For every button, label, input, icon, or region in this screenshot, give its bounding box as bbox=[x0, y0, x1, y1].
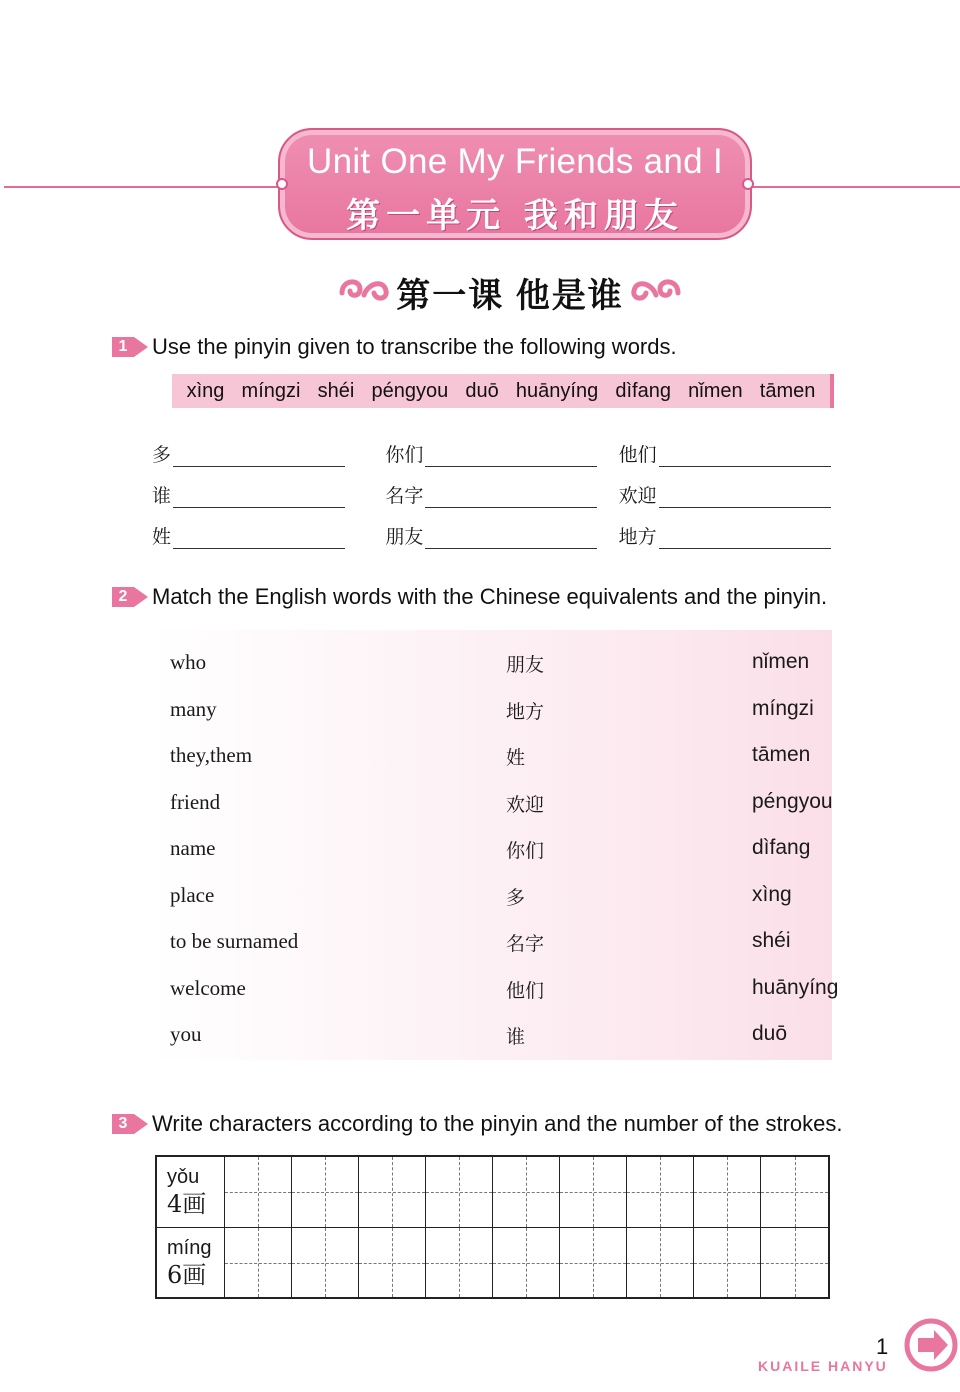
pointer-arrow-icon bbox=[134, 337, 148, 357]
matching-row bbox=[170, 784, 850, 831]
transcription-grid bbox=[152, 426, 852, 549]
unit-banner bbox=[278, 128, 752, 240]
chinese-word[interactable]: 谁 bbox=[506, 1026, 526, 1048]
stroke-count: 4画 bbox=[167, 1190, 207, 1218]
writing-box[interactable] bbox=[426, 1228, 493, 1297]
exercise-3-instruction: Write characters according to the pinyin and the number of the strokes. bbox=[152, 1111, 843, 1136]
answer-blank[interactable] bbox=[425, 525, 597, 549]
writing-row-label bbox=[157, 1228, 225, 1297]
writing-box[interactable] bbox=[560, 1157, 627, 1227]
answer-blank[interactable] bbox=[173, 484, 345, 508]
chinese-word[interactable]: 地方 bbox=[506, 700, 545, 723]
answer-blank[interactable] bbox=[173, 525, 345, 549]
pinyin-bank-item: péngyou bbox=[371, 379, 449, 402]
lesson-title bbox=[300, 268, 720, 316]
writing-box[interactable] bbox=[761, 1228, 828, 1297]
writing-box[interactable] bbox=[359, 1228, 426, 1297]
exercise-1-instruction: Use the pinyin given to transcribe the following words. bbox=[152, 334, 677, 359]
exercise-1-heading bbox=[112, 334, 677, 360]
pinyin-bank-item: xìng bbox=[186, 379, 225, 402]
chinese-word[interactable]: 名字 bbox=[506, 933, 545, 955]
chinese-word[interactable]: 朋友 bbox=[506, 654, 545, 676]
matching-row bbox=[170, 737, 850, 784]
writing-box[interactable] bbox=[627, 1157, 694, 1227]
unit-title-chinese: 第一单元 我和朋友 bbox=[346, 196, 684, 236]
english-word[interactable]: many bbox=[170, 696, 217, 721]
english-word[interactable]: who bbox=[170, 650, 207, 674]
pinyin-bank-item: duō bbox=[465, 379, 499, 402]
writing-box[interactable] bbox=[627, 1228, 694, 1297]
english-word[interactable]: welcome bbox=[170, 975, 246, 1000]
writing-box[interactable] bbox=[225, 1228, 292, 1297]
matching-row bbox=[170, 923, 850, 970]
matching-table bbox=[170, 644, 850, 1063]
header-rule-right bbox=[742, 186, 960, 188]
chinese-word[interactable]: 姓 bbox=[506, 747, 526, 769]
english-word[interactable]: to be surnamed bbox=[170, 929, 299, 953]
writing-box[interactable] bbox=[560, 1228, 627, 1297]
header-rule-left bbox=[4, 186, 288, 188]
character-writing-grid bbox=[155, 1155, 830, 1299]
ornament-right-icon bbox=[630, 272, 682, 312]
pinyin-word[interactable]: nǐmen bbox=[752, 650, 810, 673]
pointer-arrow-icon bbox=[134, 587, 148, 607]
writing-row bbox=[157, 1227, 828, 1297]
english-word[interactable]: you bbox=[170, 1022, 202, 1046]
english-word[interactable]: name bbox=[170, 836, 216, 860]
transcription-item: 多 bbox=[152, 443, 385, 467]
pinyin-word[interactable]: xìng bbox=[752, 882, 792, 906]
exercise-2-heading bbox=[112, 584, 827, 610]
transcription-item: 欢迎 bbox=[619, 484, 852, 508]
transcription-item: 朋友 bbox=[385, 525, 618, 549]
answer-blank[interactable] bbox=[173, 443, 345, 467]
english-word[interactable]: they,them bbox=[170, 743, 253, 767]
answer-blank[interactable] bbox=[425, 484, 597, 508]
matching-row bbox=[170, 830, 850, 877]
exercise-2-instruction: Match the English words with the Chinese equivalents and the pinyin. bbox=[152, 584, 828, 609]
pointer-arrow-icon bbox=[134, 1114, 148, 1134]
writing-box[interactable] bbox=[493, 1228, 560, 1297]
matching-row bbox=[170, 691, 850, 738]
english-word[interactable]: place bbox=[170, 882, 215, 907]
chinese-word[interactable]: 欢迎 bbox=[506, 793, 545, 816]
transcription-row bbox=[152, 426, 852, 467]
pinyin-prompt: yǒu bbox=[167, 1166, 200, 1188]
chinese-word[interactable]: 多 bbox=[506, 886, 526, 909]
matching-row bbox=[170, 877, 850, 924]
writing-box[interactable] bbox=[761, 1157, 828, 1227]
pinyin-bank-item: nǐmen bbox=[688, 379, 743, 402]
writing-box[interactable] bbox=[359, 1157, 426, 1227]
unit-title-english: Unit One My Friends and I bbox=[307, 142, 723, 181]
writing-box[interactable] bbox=[426, 1157, 493, 1227]
pinyin-word[interactable]: huānyíng bbox=[752, 975, 839, 999]
matching-row bbox=[170, 970, 850, 1017]
pinyin-word[interactable]: shéi bbox=[752, 929, 791, 952]
exercise-number-badge: 2 bbox=[112, 587, 148, 607]
arrow-right-circle-icon[interactable] bbox=[904, 1318, 958, 1372]
pinyin-bank-item: tāmen bbox=[759, 379, 816, 402]
answer-blank[interactable] bbox=[659, 484, 831, 508]
transcription-item: 地方 bbox=[619, 525, 852, 549]
exercise-number-badge: 3 bbox=[112, 1114, 148, 1134]
answer-blank[interactable] bbox=[425, 443, 597, 467]
page-number: 1 bbox=[876, 1334, 889, 1359]
pinyin-bank-item: huānyíng bbox=[515, 379, 599, 402]
pinyin-word[interactable]: míngzi bbox=[752, 696, 814, 720]
transcription-item: 姓 bbox=[152, 525, 385, 549]
pinyin-bank-item: dìfang bbox=[615, 379, 671, 402]
writing-box[interactable] bbox=[292, 1228, 359, 1297]
pinyin-word[interactable]: dìfang bbox=[752, 836, 811, 859]
stroke-count: 6画 bbox=[167, 1260, 207, 1289]
answer-blank[interactable] bbox=[659, 443, 831, 467]
exercise-number-badge: 1 bbox=[112, 337, 148, 357]
exercise-3-heading bbox=[112, 1111, 843, 1137]
chinese-word[interactable]: 你们 bbox=[506, 840, 545, 862]
pinyin-prompt: míng bbox=[167, 1236, 212, 1259]
pinyin-word[interactable]: péngyou bbox=[752, 789, 833, 813]
ornament-left-icon bbox=[338, 272, 390, 312]
matching-row bbox=[170, 644, 850, 691]
english-word[interactable]: friend bbox=[170, 789, 221, 814]
writing-row-label bbox=[157, 1157, 225, 1227]
transcription-item: 谁 bbox=[152, 484, 385, 508]
writing-box[interactable] bbox=[493, 1157, 560, 1227]
writing-box[interactable] bbox=[694, 1228, 761, 1297]
transcription-row bbox=[152, 508, 852, 549]
writing-box[interactable] bbox=[694, 1157, 761, 1227]
writing-box[interactable] bbox=[292, 1157, 359, 1227]
pinyin-word[interactable]: tāmen bbox=[752, 743, 811, 766]
chinese-word[interactable]: 他们 bbox=[506, 979, 545, 1002]
pinyin-bank-item: míngzi bbox=[241, 379, 301, 402]
pinyin-word-bank bbox=[172, 374, 834, 408]
writing-row bbox=[157, 1157, 828, 1227]
transcription-item: 你们 bbox=[385, 443, 618, 467]
answer-blank[interactable] bbox=[659, 525, 831, 549]
brand-label: KUAILE HANYU bbox=[758, 1358, 888, 1374]
transcription-item: 名字 bbox=[385, 484, 618, 508]
matching-row bbox=[170, 1016, 850, 1063]
pinyin-word[interactable]: duō bbox=[752, 1022, 788, 1045]
pinyin-bank-item: shéi bbox=[317, 379, 355, 402]
lesson-title-text: 第一课 他是谁 bbox=[396, 276, 624, 315]
transcription-row bbox=[152, 467, 852, 508]
writing-box[interactable] bbox=[225, 1157, 292, 1227]
transcription-item: 他们 bbox=[619, 443, 852, 467]
